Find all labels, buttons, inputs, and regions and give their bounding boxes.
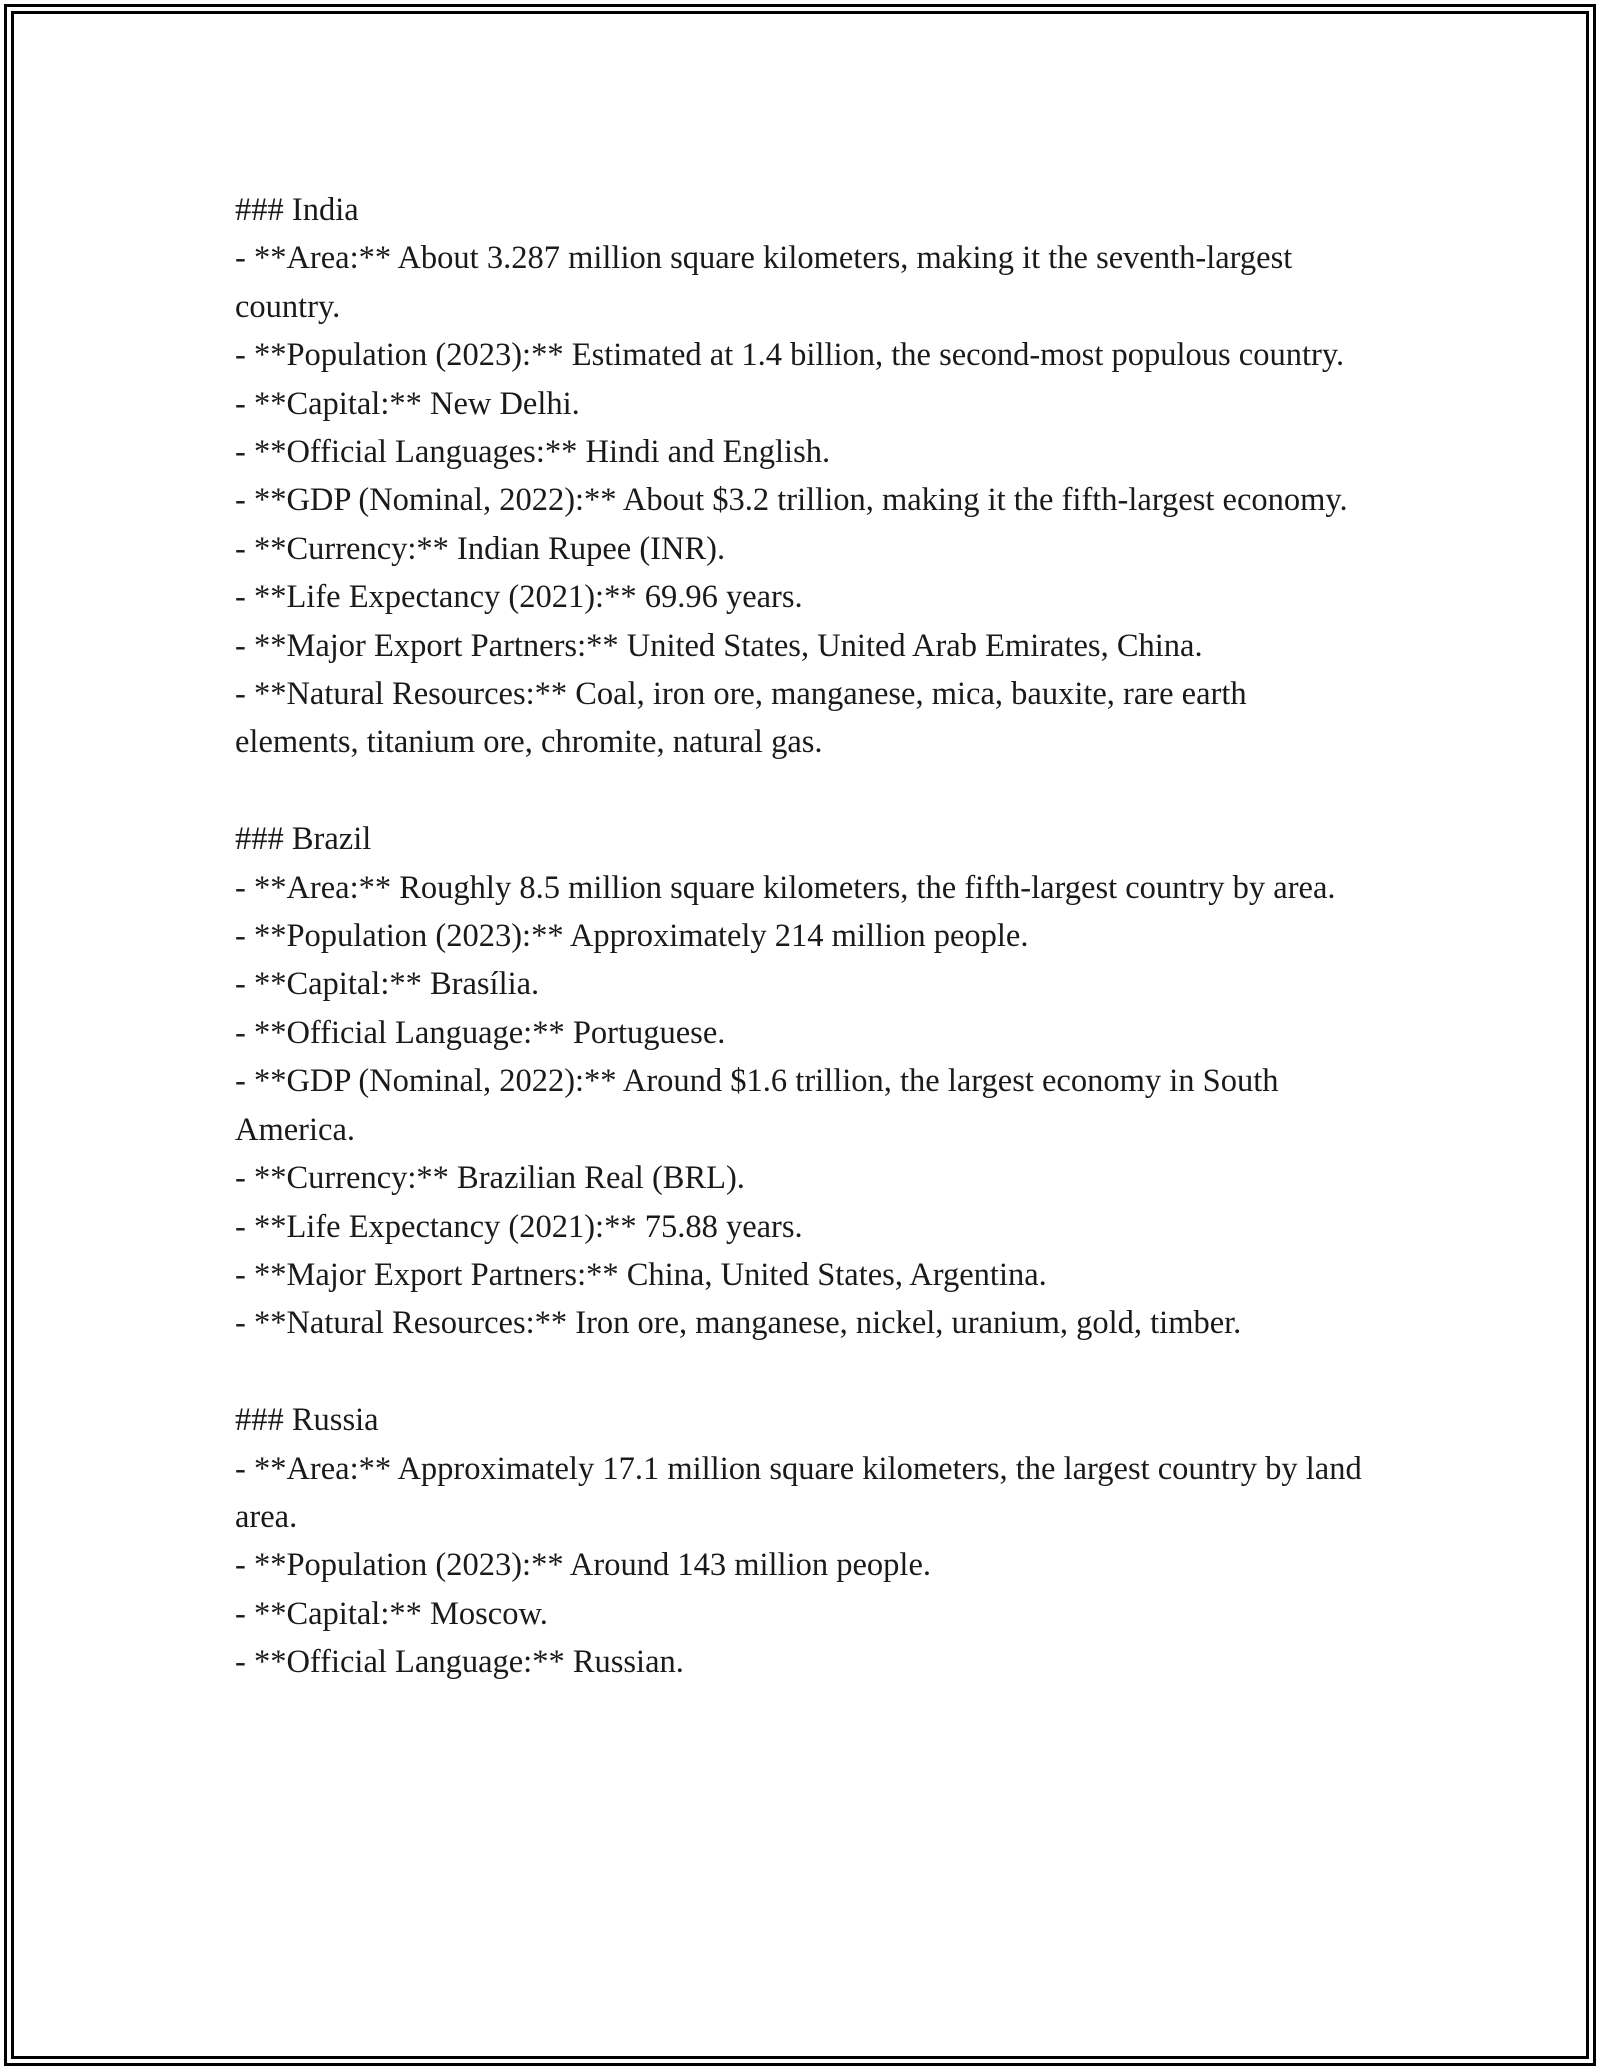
- list-item: - **Life Expectancy (2021):** 75.88 years.: [235, 1208, 803, 1245]
- list-item: - **GDP (Nominal, 2022):** Around $1.6 trillion, the largest economy in South America.: [235, 1063, 1279, 1148]
- section-heading: ### Russia: [235, 1402, 379, 1439]
- list-item: - **Area:** Approximately 17.1 million square kilometers, the largest country by land area.: [235, 1450, 1362, 1535]
- list-item: - **Population (2023):** Estimated at 1.4 billion, the second-most populous country.: [235, 337, 1345, 374]
- document-body: [235, 186, 1375, 1687]
- section-heading: ### India: [235, 192, 359, 228]
- list-item: - **GDP (Nominal, 2022):** About $3.2 trillion, making it the fifth-largest economy.: [235, 482, 1348, 519]
- list-item: - **Official Language:** Russian.: [235, 1644, 684, 1681]
- section-india: [235, 186, 1375, 767]
- list-item: - **Official Languages:** Hindi and English.: [235, 434, 831, 471]
- list-item: - **Capital:** Moscow.: [235, 1595, 548, 1632]
- list-item: - **Major Export Partners:** China, United States, Argentina.: [235, 1256, 1047, 1293]
- list-item: - **Area:** Roughly 8.5 million square kilometers, the fifth-largest country by area.: [235, 869, 1336, 906]
- list-item: - **Currency:** Brazilian Real (BRL).: [235, 1160, 745, 1197]
- list-item: - **Natural Resources:** Coal, iron ore, manganese, mica, bauxite, rare earth elements, titanium ore, chromite, natural gas.: [235, 676, 1247, 761]
- list-item: - **Population (2023):** Approximately 214 million people.: [235, 918, 1029, 955]
- list-item: - **Capital:** New Delhi.: [235, 385, 580, 422]
- list-item: - **Major Export Partners:** United States, United Arab Emirates, China.: [235, 627, 1203, 664]
- list-item: - **Life Expectancy (2021):** 69.96 years.: [235, 579, 803, 616]
- list-item: - **Population (2023):** Around 143 million people.: [235, 1547, 931, 1584]
- list-item: - **Official Language:** Portuguese.: [235, 1014, 726, 1051]
- list-item: - **Natural Resources:** Iron ore, manganese, nickel, uranium, gold, timber.: [235, 1305, 1242, 1342]
- list-item: - **Currency:** Indian Rupee (INR).: [235, 530, 726, 567]
- list-item: - **Capital:** Brasília.: [235, 966, 540, 1003]
- section-heading: ### Brazil: [235, 821, 372, 858]
- list-item: - **Area:** About 3.287 million square kilometers, making it the seventh-largest country.: [235, 240, 1293, 325]
- section-russia: [235, 1396, 1375, 1686]
- section-brazil: [235, 815, 1375, 1347]
